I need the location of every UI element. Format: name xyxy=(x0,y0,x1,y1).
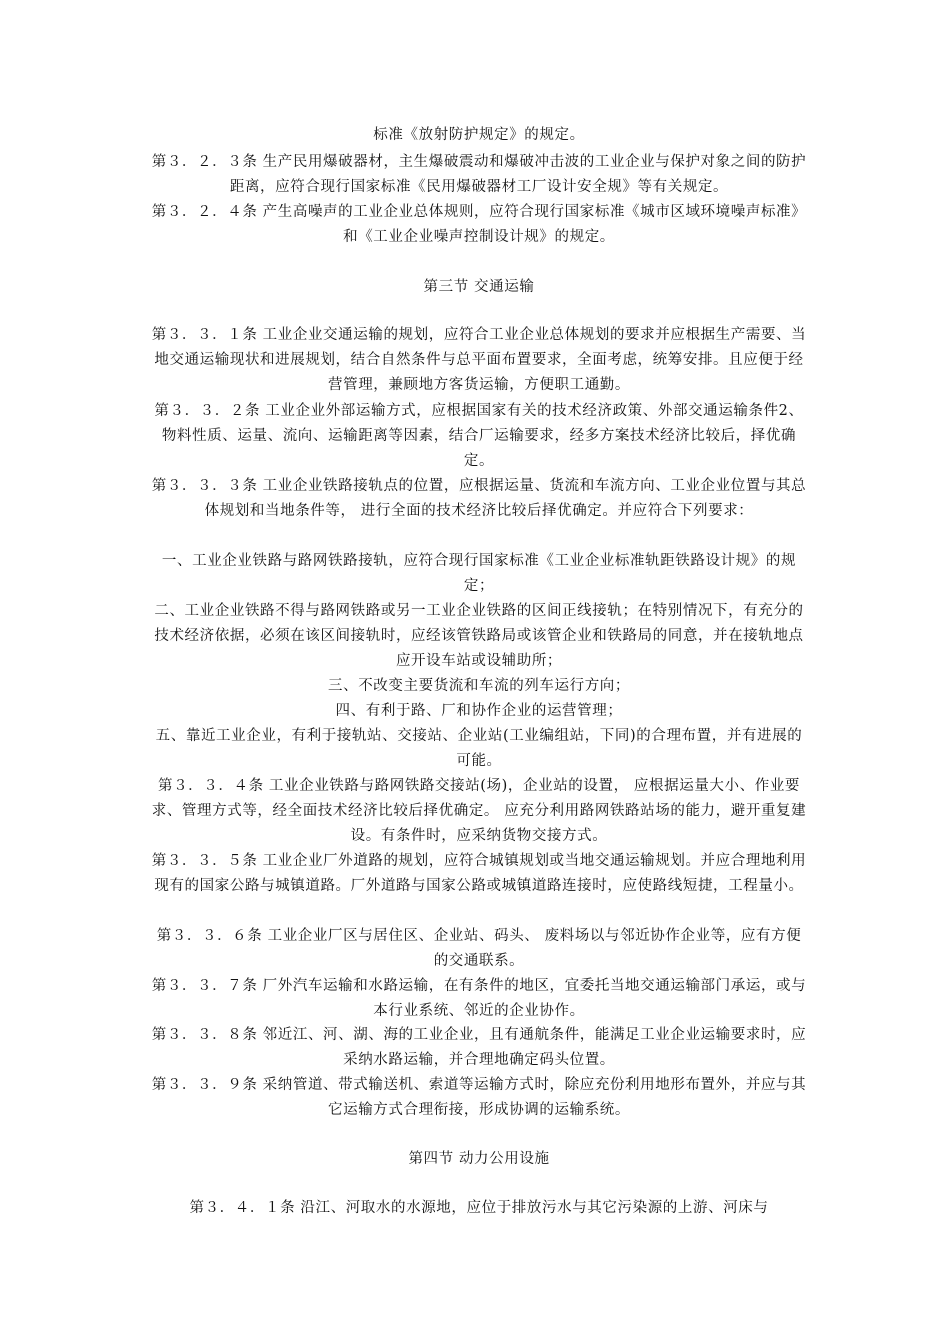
list-item-3: 三、不改变主要货流和车流的列车运行方向； xyxy=(328,678,630,694)
clause-3-4-1: 第３．４．１条 沿江、河取水的水源地，应位于排放污水与其它污染源的上游、河床与 xyxy=(189,1200,769,1216)
paragraph: 标准《放射防护规定》的规定。 xyxy=(373,127,585,143)
list-item-5: 五、靠近工业企业，有利于接轨站、交接站、企业站(工业编组站，下同)的合理布置，并有进展的可能。 xyxy=(155,728,803,769)
clause-3-3-4: 第３．３．４条 工业企业铁路与路网铁路交接站(场)，企业站的设置， 应根据运量大小、作业要求、管理方式等，经全面技术经济比较后择优确定。 应充分利用路网铁路站场的能力，避开重复建设。有条件时，应采纳货物交接方式。 xyxy=(151,778,807,844)
section-heading-utilities: 第四节 动力公用设施 xyxy=(408,1151,550,1167)
section-heading-traffic: 第三节 交通运输 xyxy=(423,279,535,295)
clause-3-3-9: 第３．３．９条 采纳管道、带式输送机、索道等运输方式时，除应充份利用地形布置外，并应与其它运输方式合理衔接，形成协调的运输系统。 xyxy=(151,1077,807,1118)
clause-3-3-8: 第３．３．８条 邻近江、河、湖、海的工业企业，且有通航条件，能满足工业企业运输要求时，应采纳水路运输，并合理地确定码头位置。 xyxy=(151,1027,807,1068)
clause-3-2-3: 第３．２．３条 生产民用爆破器材，主生爆破震动和爆破冲击波的工业企业与保护对象之间的防护距离，应符合现行国家标准《民用爆破器材工厂设计安全规》等有关规定。 xyxy=(151,154,807,195)
clause-3-3-7: 第３．３．７条 厂外汽车运输和水路运输，在有条件的地区，宜委托当地交通运输部门承运，或与本行业系统、邻近的企业协作。 xyxy=(151,978,807,1019)
list-item-1: 一、工业企业铁路与路网铁路接轨，应符合现行国家标准《工业企业标准轨距铁路设计规》的规定； xyxy=(161,553,797,594)
clause-3-3-1: 第３．３．１条 工业企业交通运输的规划，应符合工业企业总体规划的要求并应根据生产需要、当地交通运输现状和进展规划，结合自然条件与总平面布置要求，全面考虑，统筹安排。且应便于经营管理，兼顾地方客货运输，方便职工通勤。 xyxy=(151,327,807,393)
clause-3-3-3: 第３．３．３条 工业企业铁路接轨点的位置，应根据运量、货流和车流方向、工业企业位置与其总体规划和当地条件等， 进行全面的技术经济比较后择优确定。并应符合下列要求： xyxy=(151,478,807,519)
clause-3-3-2: 第３．３．２条 工业企业外部运输方式，应根据国家有关的技术经济政策、外部交通运输条件2、物料性质、运量、流向、运输距离等因素，结合厂运输要求，经多方案技术经济比较后，择优确定。 xyxy=(154,403,804,469)
list-item-2: 二、工业企业铁路不得与路网铁路或另一工业企业铁路的区间正线接轨；在特别情况下，有充分的技术经济依据，必须在该区间接轨时，应经该管铁路局或该管企业和铁路局的同意，并在接轨地点应开设车站或设辅助所； xyxy=(154,603,804,669)
clause-3-2-4: 第３．２．４条 产生高噪声的工业企业总体规则，应符合现行国家标准《城市区域环境噪声标准》和《工业企业噪声控制设计规》的规定。 xyxy=(151,204,807,245)
clause-3-3-6: 第３．３．６条 工业企业厂区与居住区、企业站、码头、 废料场以与邻近协作企业等，应有方便的交通联系。 xyxy=(156,928,802,969)
list-item-4: 四、有利于路、厂和协作企业的运营管理； xyxy=(335,703,623,719)
clause-3-3-5: 第３．３．５条 工业企业厂外道路的规划，应符合城镇规划或当地交通运输规划。并应合理地利用现有的国家公路与城镇道路。厂外道路与国家公路或城镇道路连接时，应使路线短捷，工程量小。 xyxy=(151,853,807,894)
